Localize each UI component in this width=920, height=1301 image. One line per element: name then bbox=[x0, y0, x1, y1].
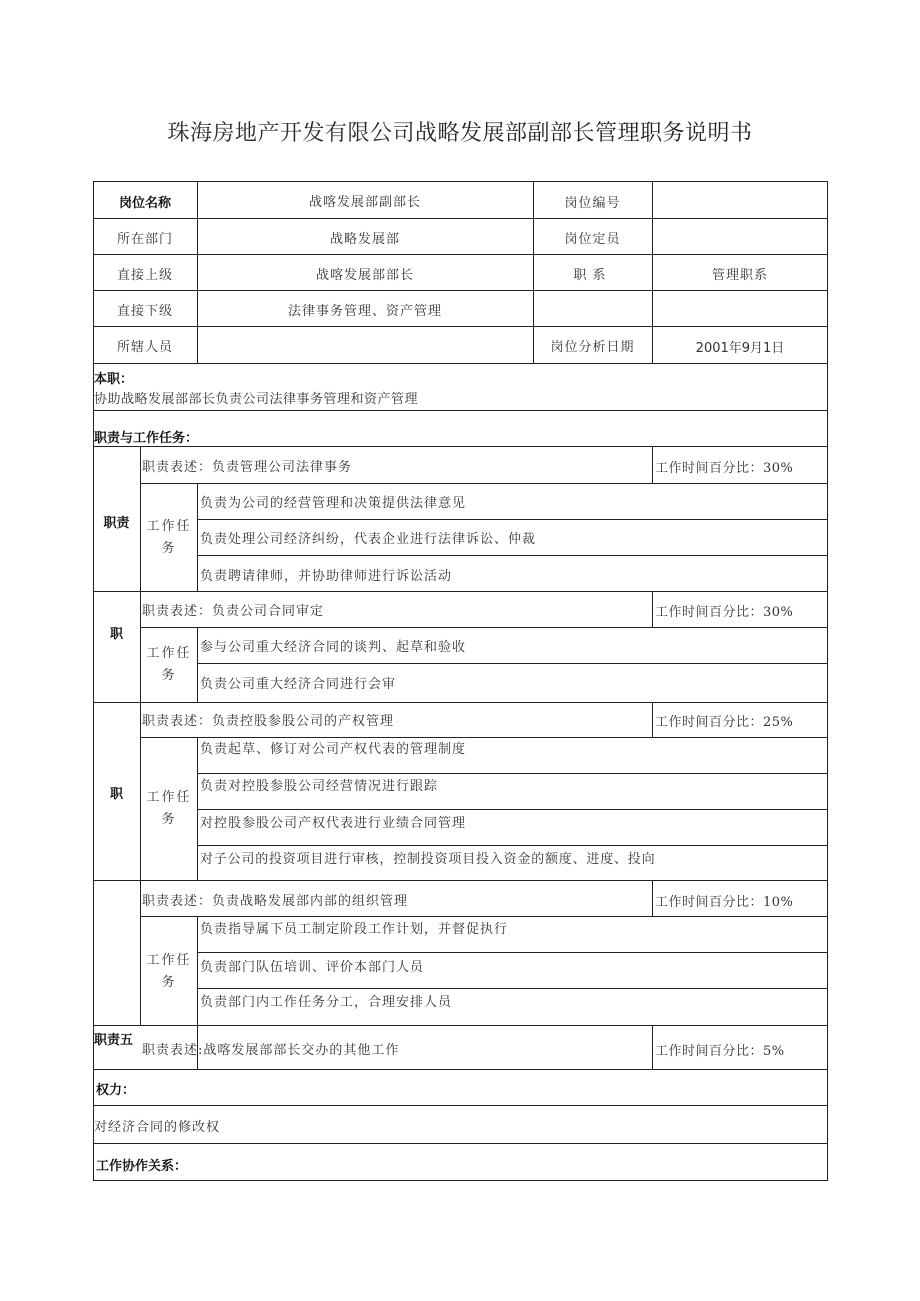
position-name-value: 战喀发展部副部长 bbox=[308, 195, 421, 210]
position-code-label: 岗位编号 bbox=[564, 196, 621, 211]
document-name: 战略发展部副部长管理职务说明书 bbox=[415, 121, 753, 146]
relations-label: 工作协作关系： bbox=[96, 1159, 188, 1174]
duty-4-task: 负责指导属下员工制定阶段工作计划，并督促执行 bbox=[200, 922, 509, 937]
duty-3-description: 职责表述：负责控股参股公司的产权管理 bbox=[142, 714, 395, 729]
duty-4-tasks-label: 工作任务 bbox=[146, 953, 192, 990]
duty-4-description: 职责表述：负责战略发展部内部的组织管理 bbox=[142, 894, 409, 909]
duty-1-time: 工作时间百分比：30% bbox=[655, 461, 794, 476]
duty-1-description: 职责表述：负责管理公司法律事务 bbox=[142, 460, 353, 475]
duty-1-task: 负责处理公司经济纠纷，代表企业进行法律诉讼、仲裁 bbox=[200, 532, 537, 547]
duty-4-task: 负责部门队伍培训、评价本部门人员 bbox=[200, 960, 425, 975]
supervisor-label: 直接上级 bbox=[116, 268, 173, 283]
duty-2-description: 职责表述：负责公司合同审定 bbox=[142, 604, 325, 619]
duty-5-description: 职责表述:战喀发展部部长交办的其他工作 bbox=[142, 1043, 400, 1058]
company-name: 珠海房地产开发有限公司 bbox=[167, 121, 415, 146]
duty-1-tasks-label: 工作任务 bbox=[146, 519, 192, 556]
duty-2-time: 工作时间百分比：30% bbox=[655, 605, 794, 620]
duty-1-task: 负责聘请律师，并协助律师进行诉讼活动 bbox=[200, 569, 453, 584]
duty-5-time: 工作时间百分比：5% bbox=[655, 1044, 785, 1059]
duty-2-tasks-label: 工作任务 bbox=[146, 646, 192, 683]
duty-2-label: 职 bbox=[109, 627, 123, 642]
series-label: 职系 bbox=[573, 268, 612, 283]
duty-1-task: 负责为公司的经营管理和决策提供法律意见 bbox=[200, 496, 467, 511]
duty-3-time: 工作时间百分比：25% bbox=[655, 715, 794, 730]
subordinate-value: 法律事务管理、资产管理 bbox=[287, 304, 442, 319]
duties-header: 职责与工作任务： bbox=[94, 431, 199, 446]
duty-3-tasks-label: 工作任务 bbox=[146, 790, 192, 827]
summary-label: 本职： bbox=[94, 372, 134, 387]
supervisor-value: 战喀发展部部长 bbox=[315, 268, 414, 283]
duty-3-label: 职 bbox=[109, 787, 123, 802]
series-value: 管理职系 bbox=[711, 268, 768, 283]
duty-3-task: 对子公司的投资项目进行审核，控制投资项目投入资金的额度、进度、投向 bbox=[200, 852, 656, 867]
position-name-label: 岗位名称 bbox=[118, 196, 171, 211]
staff-label: 所辖人员 bbox=[116, 340, 173, 355]
department-value: 战略发展部 bbox=[329, 232, 400, 247]
analysis-date-label: 岗位分析日期 bbox=[550, 340, 635, 355]
duty-3-task: 负责起草、修订对公司产权代表的管理制度 bbox=[200, 742, 467, 757]
analysis-date-value: 2001年9月1日 bbox=[695, 341, 785, 356]
document-title bbox=[0, 116, 920, 147]
duty-4-time: 工作时间百分比：10% bbox=[655, 895, 794, 910]
duty-2-task: 负责公司重大经济合同进行会审 bbox=[200, 677, 397, 692]
headcount-label: 岗位定员 bbox=[564, 232, 621, 247]
duty-3-task: 负责对控股参股公司经营情况进行跟踪 bbox=[200, 779, 439, 794]
department-label: 所在部门 bbox=[116, 232, 173, 247]
duty-3-task: 对控股参股公司产权代表进行业绩合同管理 bbox=[200, 816, 467, 831]
duty-1-label: 职责 bbox=[103, 516, 130, 531]
duty-4-task: 负责部门内工作任务分工，合理安排人员 bbox=[200, 995, 453, 1010]
authority-text: 对经济合同的修改权 bbox=[94, 1120, 221, 1135]
summary-text: 协助战略发展部部长负责公司法律事务管理和资产管理 bbox=[94, 392, 419, 407]
duty-2-task: 参与公司重大经济合同的谈判、起草和验收 bbox=[200, 640, 467, 655]
duty-5-label: 职责五 bbox=[94, 1033, 134, 1048]
subordinate-label: 直接下级 bbox=[116, 304, 173, 319]
authority-label: 权力： bbox=[96, 1083, 136, 1098]
